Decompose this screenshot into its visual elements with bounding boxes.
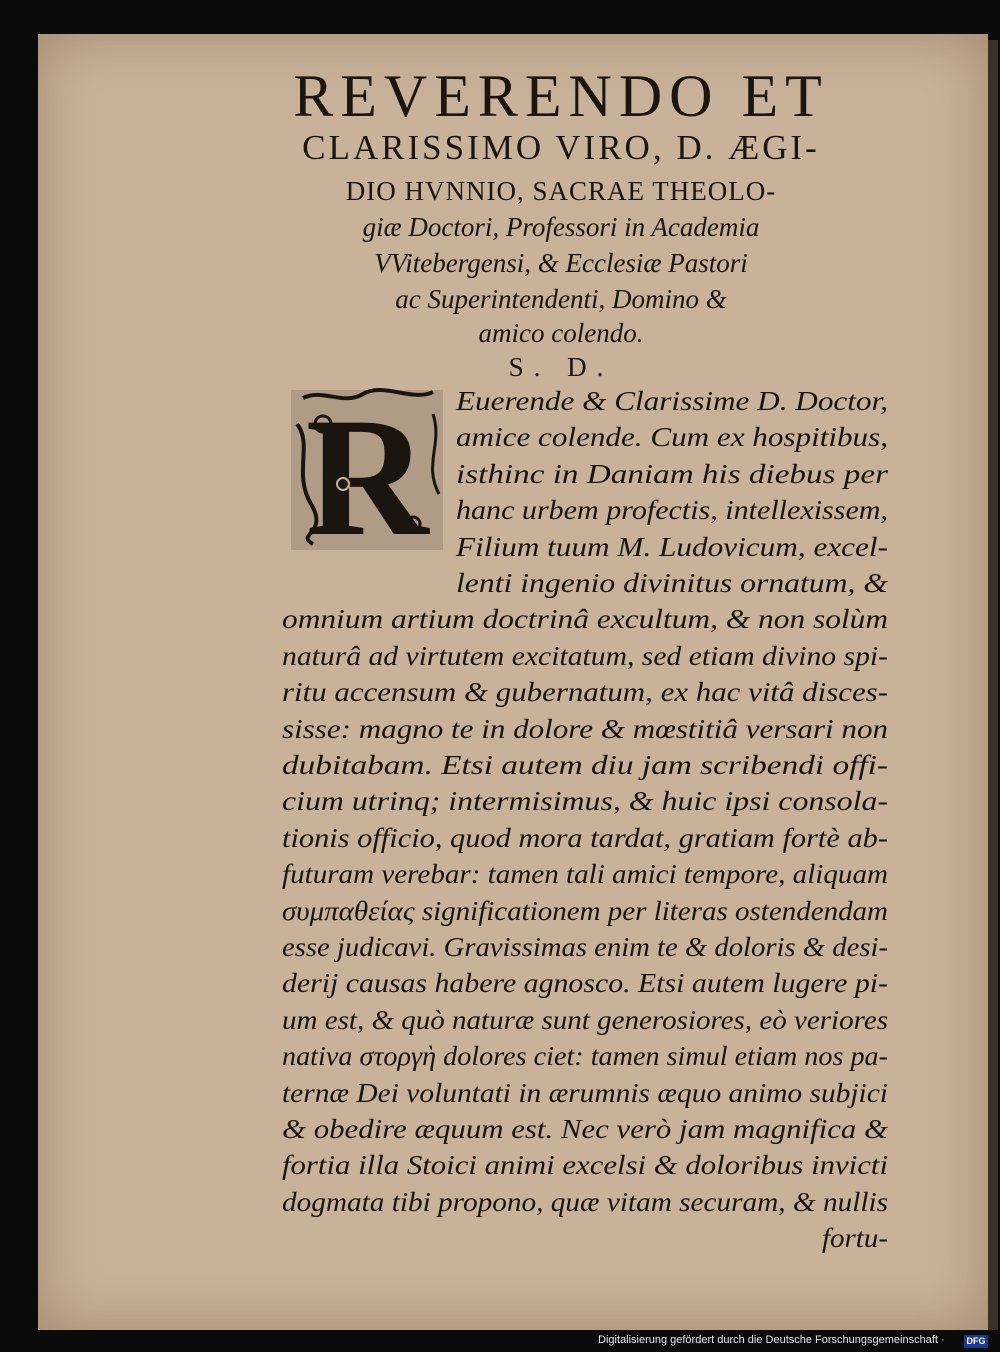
text-line: futuram verebar: tamen tali amici tempore, aliquam (282, 859, 888, 890)
text-line: amice colende. Cum ex hospitibus, (456, 422, 888, 453)
heading-line-2: CLARISSIMO VIRO, D. ÆGI- (302, 128, 820, 167)
text-line: um est, & quò naturæ sunt generosiores, eò veriores (282, 1004, 888, 1035)
heading-line-4: giæ Doctori, Professori in Academia (362, 212, 760, 242)
text-line: Euerende & Clarissime D. Doctor, (456, 386, 888, 416)
text-line: cium utrinq; intermisimus, & huic ipsi consola- (282, 786, 888, 817)
page-edge (988, 40, 998, 1330)
text-line: συμπαθείας significationem per literas ostendendam (282, 895, 888, 926)
text-line: nativa στοργὴ dolores ciet: tamen simul etiam nos pa- (282, 1041, 888, 1072)
text-line: derij causas habere agnosco. Etsi autem lugere pi- (282, 968, 888, 999)
text-line: omnium artium doctrinâ excultum, & non solùm (282, 604, 888, 635)
salutation: S. D. (508, 352, 614, 382)
text-line: naturâ ad virtutem excitatum, sed etiam divino spi- (282, 640, 888, 671)
heading-line-1: REVERENDO ET (293, 63, 829, 129)
text-line: dogmata tibi propono, quæ vitam securam, & nullis (282, 1186, 888, 1217)
heading-line-3: DIO HVNNIO, SACRAE THEOLO- (345, 176, 777, 206)
heading-line-6: ac Superintendenti, Domino & (395, 284, 727, 314)
heading-line-5: VVitebergensi, & Ecclesiæ Pastori (374, 248, 748, 278)
decorated-initial-R-icon (283, 384, 451, 554)
text-line: ritu accensum & gubernatum, ex hac vitâ disces- (282, 677, 888, 708)
text-line: sisse: magno te in dolore & mœstitiâ versari non (282, 713, 888, 744)
text-line: Filium tuum M. Ludovicum, excel- (456, 531, 888, 562)
heading-line-7: amico colendo. (478, 318, 644, 348)
text-line: isthinc in Daniam his diebus per (456, 458, 888, 489)
text-line: dubitabam. Etsi autem diu jam scribendi offi- (282, 750, 888, 780)
dfg-logo: DFG (964, 1335, 988, 1348)
text-line: fortu- (822, 1223, 888, 1254)
text-line: ternæ Dei voluntati in ærumnis æquo animo subjici (282, 1077, 888, 1108)
text-line: tionis officio, quod mora tardat, gratiam fortè ab- (282, 822, 888, 853)
text-line: hanc urbem profectis, intellexissem, (456, 495, 888, 526)
text-line: & obedire æquum est. Nec verò jam magnifica & (282, 1114, 888, 1144)
text-line: fortia illa Stoici animi excelsi & doloribus invicti (282, 1150, 888, 1181)
svg-text:R: R (305, 384, 429, 554)
text-line: lenti ingenio divinitus ornatum, & (456, 568, 888, 598)
footer-credit: Digitalisierung gefördert durch die Deutsche Forschungsgemeinschaft · (598, 1334, 945, 1346)
text-line: esse judicavi. Gravissimas enim te & doloris & desi- (282, 932, 888, 962)
